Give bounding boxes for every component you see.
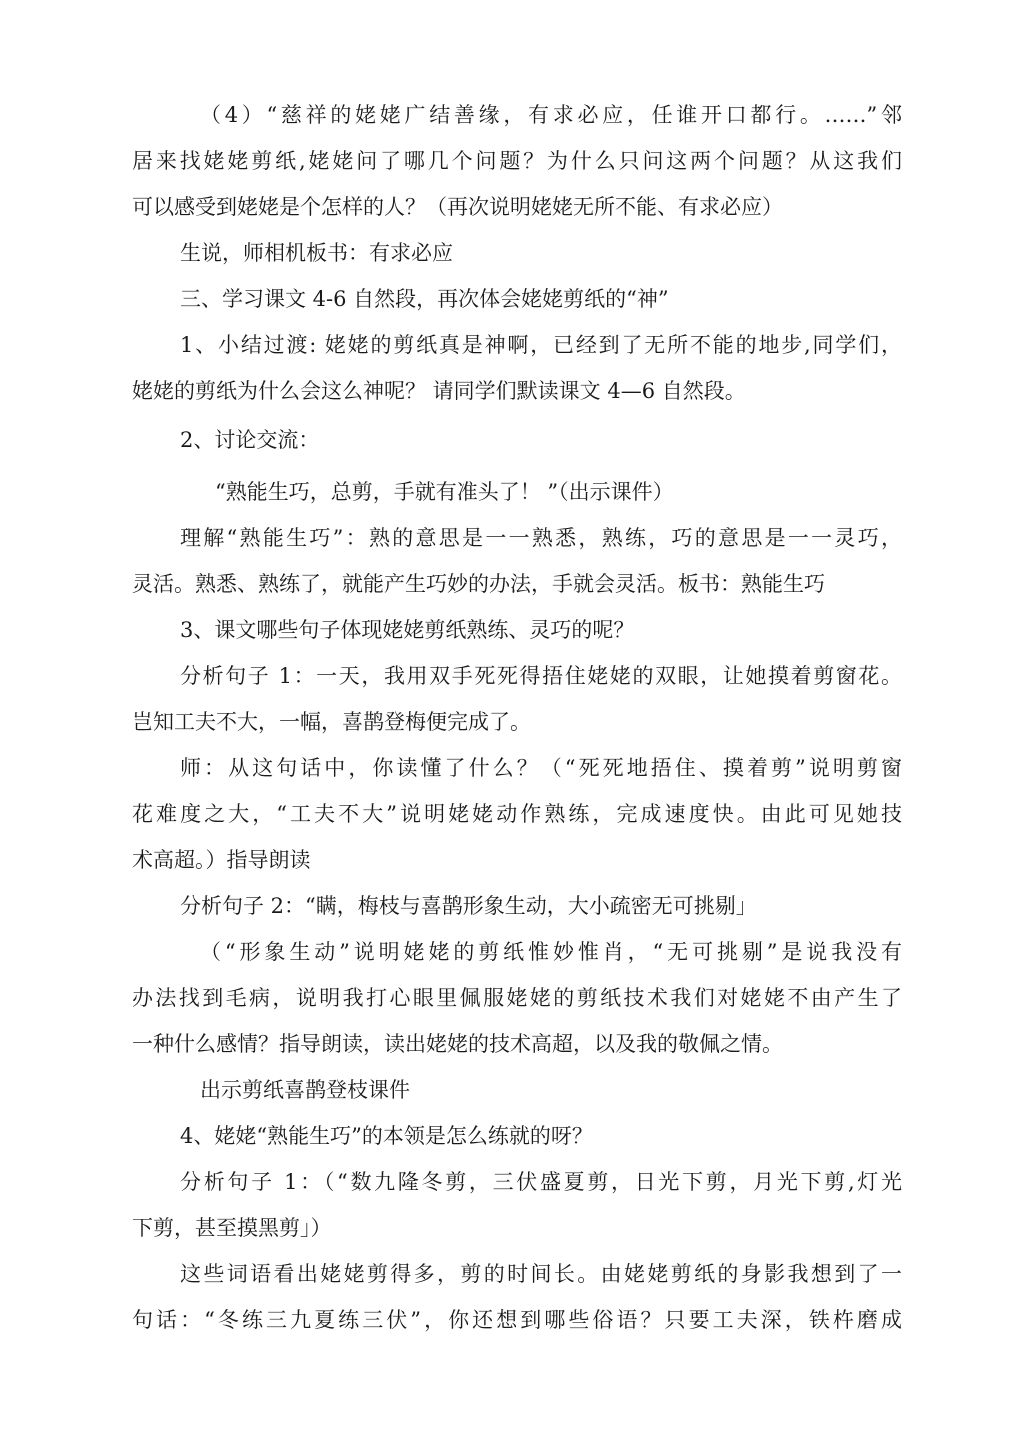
text-line-4: 生说，师相机板书：有求必应 — [180, 241, 453, 265]
text-line-17: 术高超。）指导朗读 — [132, 848, 311, 872]
text-line-7: 姥姥的剪纸为什么会这么神呢？ 请同学们默读课文 4—6 自然段。 — [132, 379, 746, 403]
text-line-14: 岂知工夫不大，一幅，喜鹊登梅便完成了。 — [132, 710, 531, 734]
text-line-15: 师：从这句话中，你读懂了什么？（“死死地捂住、摸着剪”说明剪窗 — [180, 756, 902, 780]
text-line-25: 下剪，甚至摸黑剪」） — [132, 1216, 332, 1240]
text-line-13: 分析句子 1：一天，我用双手死死得捂住姥姥的双眼，让她摸着剪窗花。 — [180, 664, 902, 688]
text-line-10: 理解“熟能生巧”：熟的意思是一一熟悉，熟练，巧的意思是一一灵巧， — [180, 526, 902, 550]
text-line-27: 句话：“冬练三九夏练三伏”，你还想到哪些俗语？只要工夫深，铁杵磨成 — [132, 1308, 902, 1332]
text-line-20: 办法找到毛病，说明我打心眼里佩服姥姥的剪纸技术我们对姥姥不由产生了 — [132, 986, 902, 1010]
text-line-26: 这些词语看出姥姥剪得多，剪的时间长。由姥姥剪纸的身影我想到了一 — [180, 1262, 902, 1286]
text-line-6: 1、小结过渡: 姥姥的剪纸真是神啊，已经到了无所不能的地步,同学们， — [180, 333, 902, 357]
text-line-16: 花难度之大，“工夫不大”说明姥姥动作熟练，完成速度快。由此可见她技 — [132, 802, 902, 826]
text-line-19: （“形象生动”说明姥姥的剪纸惟妙惟肖，“无可挑剔”是说我没有 — [200, 940, 902, 964]
text-line-24: 分析句子 1：（“数九隆冬剪，三伏盛夏剪，日光下剪，月光下剪,灯光 — [180, 1170, 902, 1194]
text-line-18: 分析句子 2：“瞒，梅枝与喜鹊形象生动，大小疏密无可挑剔」 — [180, 894, 757, 918]
text-line-12: 3、课文哪些句子体现姥姥剪纸熟练、灵巧的呢？ — [180, 618, 635, 642]
text-line-9: “熟能生巧，总剪，手就有准头了！ ”（出示课件） — [215, 480, 674, 504]
text-line-22: 出示剪纸喜鹊登枝课件 — [200, 1078, 410, 1102]
text-line-23: 4、姥姥“熟能生巧”的本领是怎么练就的呀？ — [180, 1124, 593, 1148]
text-line-8: 2、讨论交流： — [180, 428, 320, 452]
text-line-2: 居来找姥姥剪纸,姥姥问了哪几个问题？为什么只问这两个问题？从这我们 — [132, 149, 902, 173]
section-heading: 三、学习课文 4-6 自然段，再次体会姥姥剪纸的“神” — [180, 287, 669, 311]
text-line-11: 灵活。熟悉、熟练了，就能产生巧妙的办法，手就会灵活。板书：熟能生巧 — [132, 572, 825, 596]
text-line-1: （4）“慈祥的姥姥广结善缘，有求必应，任谁开口都行。……”邻 — [200, 103, 902, 127]
text-line-3: 可以感受到姥姥是个怎样的人？（再次说明姥姥无所不能、有求必应） — [132, 195, 783, 219]
text-line-21: 一种什么感情？指导朗读，读出姥姥的技术高超，以及我的敬佩之情。 — [132, 1032, 783, 1056]
